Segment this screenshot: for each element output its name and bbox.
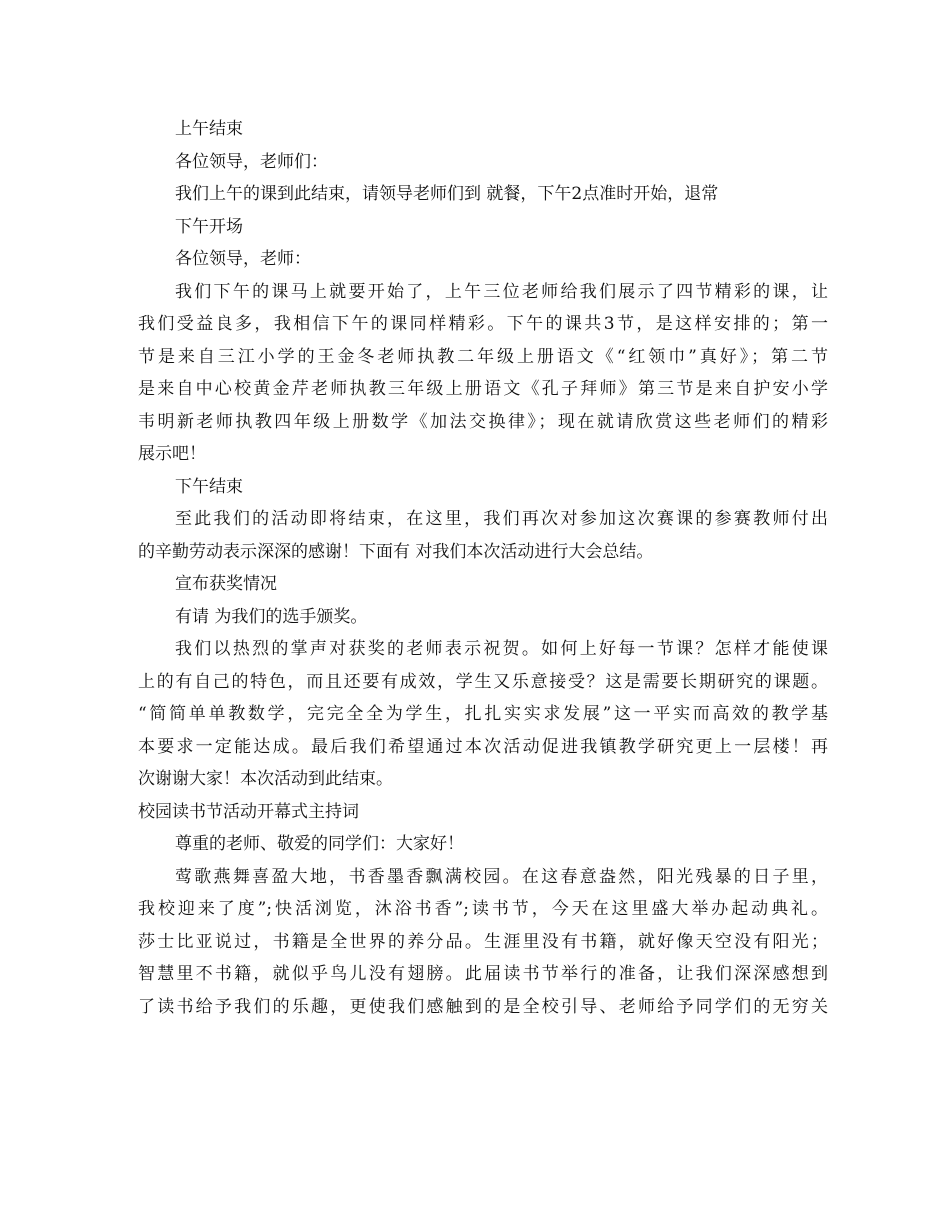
text-line: 是来自中心校黄金芹老师执教三年级上册语文《孔子拜师》第三节是来自护安小学 (138, 379, 828, 399)
text-line: 至此我们的活动即将结束，在这里，我们再次对参加这次赛课的参赛教师付出 (175, 509, 828, 529)
text-line: 我们上午的课到此结束，请领导老师们到 就餐，下午2点准时开始，退常 (175, 184, 719, 204)
text-line: 次谢谢大家！本次活动到此结束。 (138, 769, 393, 789)
text-line: 我们受益良多，我相信下午的课同样精彩。下午的课共3节，是这样安排的；第一 (138, 314, 828, 334)
text-line: 下午结束 (175, 476, 243, 497)
text-line: 展示吧！ (138, 444, 206, 464)
text-line: “简简单单教数学，完完全全为学生，扎扎实实求发展”这一平实而高效的教学基 (138, 704, 828, 724)
text-line: 的辛勤劳动表示深深的感谢！下面有 对我们本次活动进行大会总结。 (138, 541, 654, 562)
text-line: 我们下午的课马上就要开始了，上午三位老师给我们展示了四节精彩的课，让 (175, 281, 828, 302)
text-line: 了读书给予我们的乐趣，更使我们感触到的是全校引导、老师给予同学们的无穷关 (138, 996, 828, 1017)
text-line: 节是来自三江小学的王金冬老师执教二年级上册语文《“红领巾”真好》；第二节 (138, 346, 828, 367)
text-line: 智慧里不书籍，就似乎鸟儿没有翅膀。此届读书节举行的准备，让我们深深感想到 (138, 964, 828, 984)
text-line: 各位领导，老师们： (175, 151, 328, 172)
text-line: 莺歌燕舞喜盈大地，书香墨香飘满校园。在这春意盎然，阳光残暴的日子里， (175, 866, 828, 887)
text-line: 尊重的老师、敬爱的同学们：大家好！ (175, 834, 464, 854)
text-line: 本要求一定能达成。最后我们希望通过本次活动促进我镇教学研究更上一层楼！再 (138, 736, 828, 757)
text-line: 韦明新老师执教四年级上册数学《加法交换律》；现在就请欣赏这些老师们的精彩 (138, 411, 828, 432)
text-line: 上午结束 (175, 119, 243, 139)
text-line: 宣布获奖情况 (175, 574, 277, 594)
text-line: 我校迎来了度”;快活浏览，沐浴书香”;读书节，今天在这里盛大举办起动典礼。 (138, 899, 828, 919)
text-line: 我们以热烈的掌声对获奖的老师表示祝贺。如何上好每一节课？怎样才能使课 (175, 639, 828, 659)
text-line: 校园读书节活动开幕式主持词 (138, 801, 359, 822)
text-line: 各位领导，老师： (175, 249, 311, 269)
text-line: 莎士比亚说过，书籍是全世界的养分品。生涯里没有书籍，就好像天空没有阳光； (138, 931, 828, 952)
text-line: 有请 为我们的选手颁奖。 (175, 606, 368, 627)
document-body (138, 113, 828, 1023)
text-line: 上的有自己的特色，而且还要有成效，学生又乐意接受？这是需要长期研究的课题。 (138, 671, 828, 692)
text-line: 下午开场 (175, 216, 243, 237)
